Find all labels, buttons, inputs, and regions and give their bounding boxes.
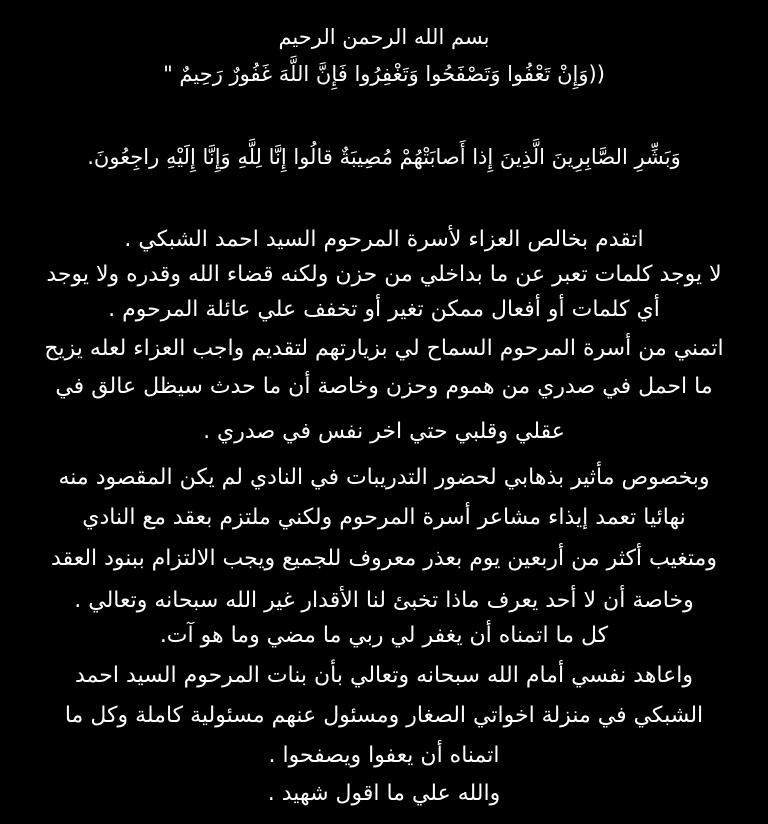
statement-line: اتمني من أسرة المرحوم السماح لي بزيارتهم لتقديم واجب العزاء لعله يزيح	[44, 336, 724, 361]
basmala-heading: بسم الله الرحمن الرحيم	[278, 25, 490, 49]
statement-line: والله علي ما اقول شهيد .	[267, 781, 501, 806]
quran-verse-forgive: ((وَإِنْ تَعْفُوا وَتَصْفَحُوا وَتَغْفِرُوا فَإِنَّ اللَّهَ غَفُورٌ رَحِيمٌ "	[163, 62, 605, 86]
statement-line: نهائيا تعمد إيذاء مشاعر أسرة المرحوم ولكني ملتزم بعقد مع النادي	[82, 505, 686, 530]
statement-line: ما احمل في صدري من هموم وحزن وخاصة أن ما حدث سيظل عالق في	[55, 374, 713, 399]
statement-line: كل ما اتمناه أن يغفر لي ربي ما مضي وما هو آت.	[159, 623, 609, 648]
statement-line: أي كلمات أو أفعال ممكن تغير أو تخفف علي عائلة المرحوم .	[108, 297, 660, 322]
statement-line: الشبكي في منزلة اخواتي الصغار ومسئول عنهم مسئولية كاملة وكل ما	[64, 703, 704, 728]
statement-line: لا يوجد كلمات تعبر عن ما بداخلي من حزن ولكنه قضاء الله وقدره ولا يوجد	[46, 262, 722, 287]
quran-verse-patience: وَبَشِّرِ الصَّابِرِينَ الَّذِينَ إِذا أَصابَتْهُمْ مُصِيبَةٌ قالُوا إِنَّا لِلَّهِ وَإِنَّا إِلَيْهِ راجِعُونَ.	[87, 145, 681, 169]
statement-line: واعاهد نفسي أمام الله سبحانه وتعالي بأن بنات المرحوم السيد احمد	[75, 663, 693, 688]
statement-line: وخاصة أن لا أحد يعرف ماذا تخبئ لنا الأقدار غير الله سبحانه وتعالي .	[74, 588, 694, 613]
statement-line: وبخصوص مأثير بذهابي لحضور التدريبات في النادي لم يكن المقصود منه	[58, 465, 710, 490]
statement-line: ومتغيب أكثر من أربعين يوم بعذر معروف للجميع ويجب الالتزام ببنود العقد	[51, 546, 717, 571]
statement-line: عقلي وقلبي حتي اخر نفس في صدري .	[203, 419, 565, 444]
statement-line: اتقدم بخالص العزاء لأسرة المرحوم السيد احمد الشبكي .	[124, 227, 644, 252]
statement-line: اتمناه أن يعفوا ويصفحوا .	[268, 743, 500, 768]
